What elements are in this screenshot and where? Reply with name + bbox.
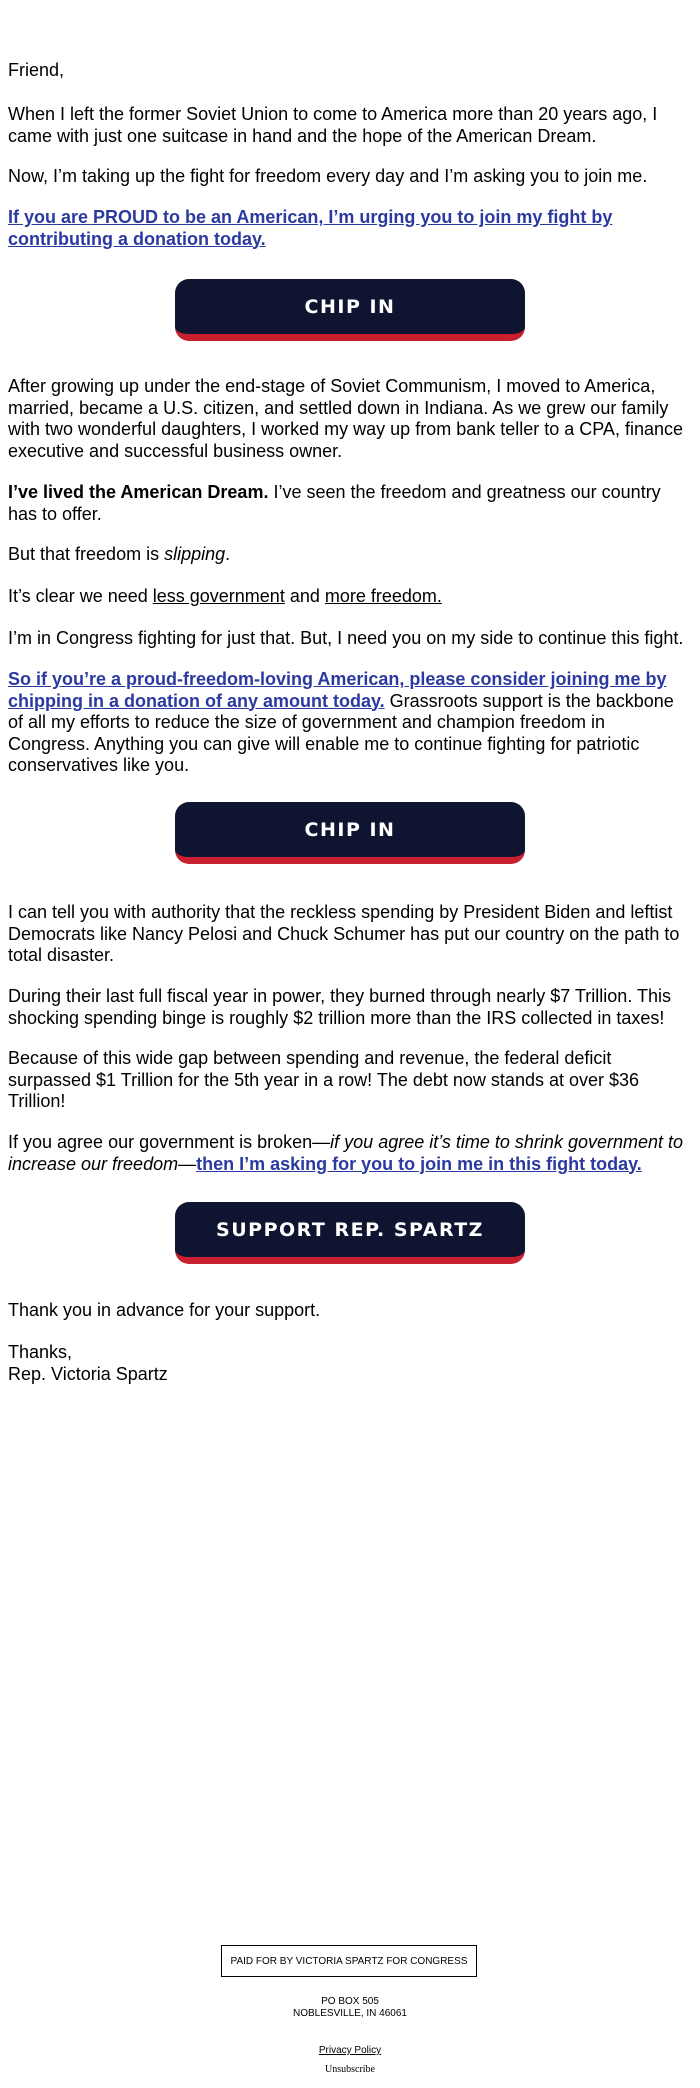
less-gov-mid: and xyxy=(284,586,325,606)
signature-name: Rep. Victoria Spartz xyxy=(8,1363,168,1384)
support-rep-spartz-button[interactable]: SUPPORT REP. SPARTZ xyxy=(175,1202,525,1264)
address-line-2: NOBLESVILLE, IN 46061 xyxy=(293,2008,407,2019)
chip-in-button-2[interactable]: CHIP IN xyxy=(175,802,525,864)
american-dream-bold: I’ve lived the American Dream. xyxy=(8,482,269,502)
chip-in-button-wrap-2 xyxy=(0,802,700,864)
slipping-start: But that freedom is xyxy=(8,544,165,564)
slipping-end: . xyxy=(225,544,231,564)
less-government-underline: less government xyxy=(152,586,285,606)
chip-in-button-wrap-1 xyxy=(0,279,700,341)
paragraph-proud xyxy=(8,207,692,250)
paragraph-thanks: Thank you in advance for your support. xyxy=(8,1300,321,1320)
support-button-wrap xyxy=(0,1202,700,1264)
paragraph-background: After growing up under the end-stage of Soviet Communism, I moved to America, married, became a U.S. citizen, and settled down in Indiana. As we grew our family with two wonderful daughters, I worked my way up from bank teller to a CPA, finance executive and successful business owner. xyxy=(8,376,683,461)
paragraph-less-government xyxy=(8,586,442,608)
donate-link-freedom[interactable]: So if you’re a proud-freedom-loving American, please consider joining me by chipping in a donation of any amount today. xyxy=(8,669,667,711)
paragraph-deficit: Because of this wide gap between spending and revenue, the federal deficit surpassed $1 Trillion for the 5th year in a row! The debt now stands at over $36 Trillion! xyxy=(8,1048,640,1111)
slipping-italic: slipping xyxy=(164,544,226,564)
paragraph-slipping xyxy=(8,544,230,566)
paragraph-intro: When I left the former Soviet Union to come to America more than 20 years ago, I came with just one suitcase in hand and the hope of the American Dream. xyxy=(8,104,658,146)
paid-for-disclaimer: PAID FOR BY VICTORIA SPARTZ FOR CONGRESS xyxy=(221,1945,477,1977)
address-line-1: PO BOX 505 xyxy=(321,1996,379,2007)
broken-italic: if you agree it’s time to shrink government to increase our freedom— xyxy=(8,1132,684,1174)
privacy-policy-wrap xyxy=(0,2045,700,2056)
paragraph-congress: I’m in Congress fighting for just that. But, I need you on my side to continue this fight. xyxy=(8,628,684,648)
unsubscribe-link[interactable]: Unsubscribe xyxy=(325,2064,375,2075)
less-gov-start: It’s clear we need xyxy=(8,586,153,606)
broken-start: If you agree our government is broken— xyxy=(8,1132,331,1152)
american-dream-rest: I’ve seen the freedom and greatness our country has to offer. xyxy=(8,482,661,524)
donate-link-proud[interactable]: If you are PROUD to be an American, I’m urging you to join my fight by contributing a donation today. xyxy=(8,207,613,249)
grassroots-rest: Grassroots support is the backbone of all my efforts to reduce the size of government and champion freedom in Congress. Anything you can give will enable me to continue fighting for patriotic conservatives like you. xyxy=(8,690,674,775)
paragraph-spending: I can tell you with authority that the reckless spending by President Biden and leftist Democrats like Nancy Pelosi and Chuck Schumer has put our country on the path to total disaster. xyxy=(8,902,680,965)
paragraph-grassroots xyxy=(8,669,692,777)
donate-link-fight[interactable]: then I’m asking for you to join me in this fight today. xyxy=(196,1153,642,1174)
paragraph-american-dream xyxy=(8,482,692,525)
chip-in-button-1[interactable]: CHIP IN xyxy=(175,279,525,341)
privacy-policy-link[interactable]: Privacy Policy xyxy=(318,2045,382,2056)
signature xyxy=(8,1342,168,1385)
paragraph-broken xyxy=(8,1132,692,1175)
unsubscribe-wrap xyxy=(0,2064,700,2075)
signature-thanks: Thanks, xyxy=(8,1342,73,1362)
more-freedom-underline: more freedom. xyxy=(324,586,442,606)
greeting: Friend, xyxy=(8,60,65,80)
paragraph-join: Now, I’m taking up the fight for freedom every day and I’m asking you to join me. xyxy=(8,166,648,186)
paragraph-trillion: During their last full fiscal year in power, they burned through nearly $7 Trillion. This shocking spending binge is roughly $2 trillion more than the IRS collected in taxes! xyxy=(8,986,672,1028)
mailing-address xyxy=(0,1996,700,2020)
